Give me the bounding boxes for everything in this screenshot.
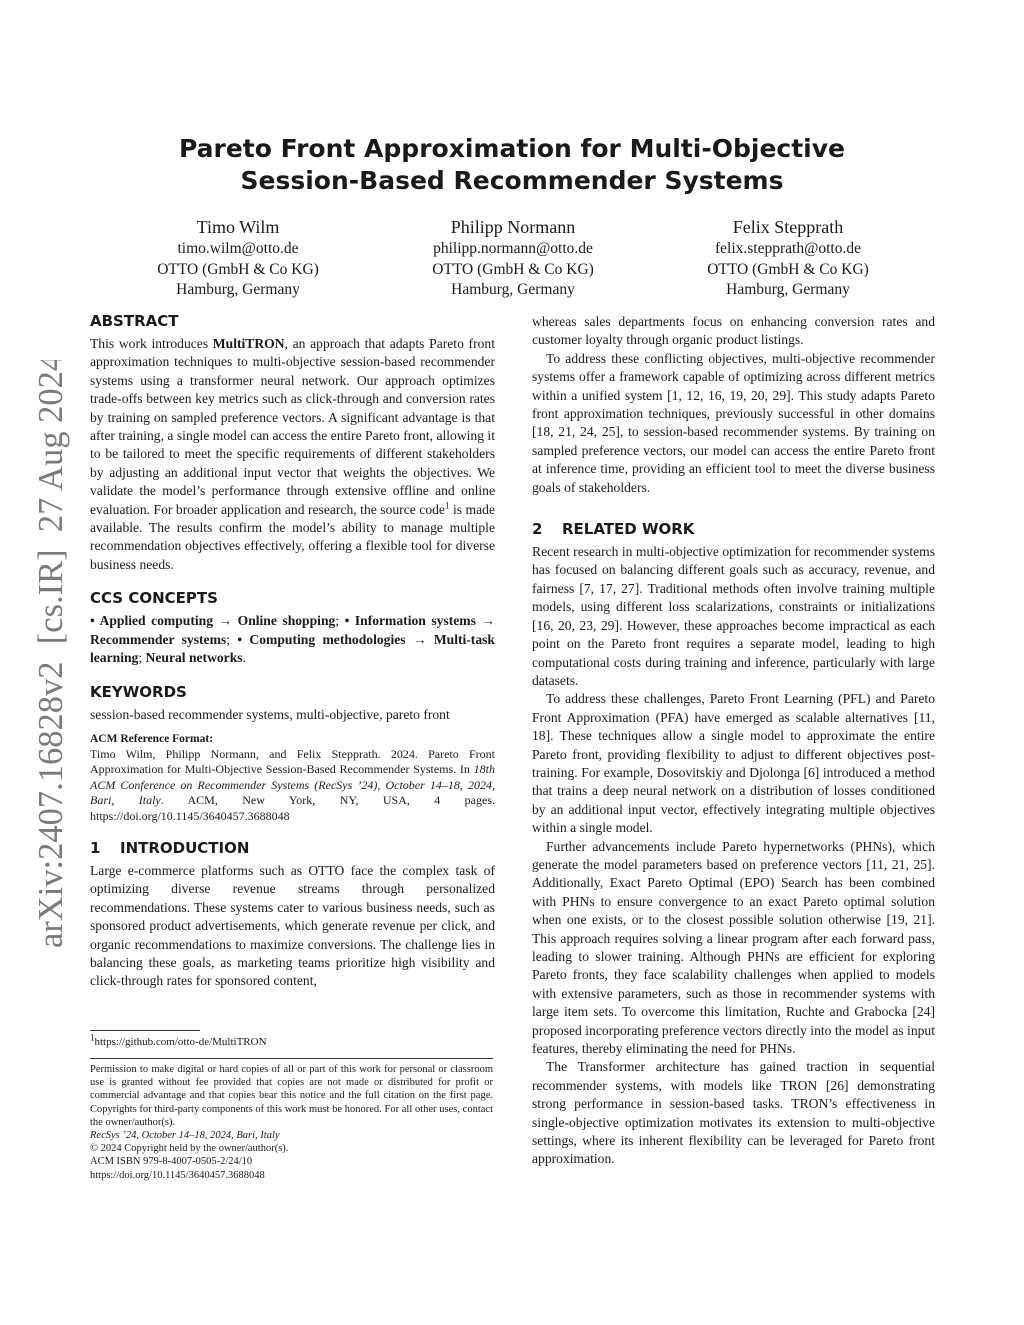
left-column [90, 311, 495, 991]
author-org: OTTO (GmbH & Co KG) [707, 260, 869, 278]
title-line-2: Session-Based Recommender Systems [240, 166, 784, 195]
keywords-heading: KEYWORDS [90, 682, 187, 701]
isbn: ACM ISBN 979-8-4007-0505-2/24/10 [90, 1156, 253, 1168]
author-email[interactable]: felix.stepprath@otto.de [715, 240, 861, 257]
ccs-heading: CCS CONCEPTS [90, 589, 218, 608]
footnote-rule [90, 1030, 200, 1031]
intro-heading: 1 INTRODUCTION [90, 838, 250, 857]
author-name: Felix Stepprath [732, 217, 844, 237]
permission-block [90, 1063, 493, 1182]
footnote: $^1$https://github.com/otto-de/MultiTRON [90, 1032, 267, 1048]
author-location: Hamburg, Germany [451, 281, 575, 298]
author-name: Timo Wilm [196, 217, 280, 237]
intro-paragraph-1-cont: whereas sales departments focus on enhancing conversion rates and customer loyalty through organic product listings. [532, 314, 935, 348]
acm-reference: Timo Wilm, Philipp Normann, and Felix Stepprath. 2024. Pareto Front Approximation for Multi-Objective Session-Based Recommender Systems. In 18th ACM Conference on Recommender Systems (RecSys ’24), October 14–18, 2024, Bari, Italy. ACM, New York, NY, USA, 4 pages. https://doi.org/10.1145/3640457.3688048 [90, 746, 496, 823]
doi-link[interactable]: https://doi.org/10.1145/3640457.3688048 [90, 1169, 265, 1181]
intro-paragraph-1: Large e-commerce platforms such as OTTO face the complex task of optimizing diverse revenue streams through personalized recommendations. These systems cater to various business needs, such as sponsored product advertisements, which generate revenue per click, and organic recommendations to maximize conversions. The challenge lies in balancing these goals, as marketing teams prioritize high visibility and click-through rates for sponsored content, [90, 862, 495, 989]
arxiv-side-identifier [14, 360, 74, 950]
paper-title [120, 133, 904, 197]
footnote-ref[interactable]: 1 [444, 500, 450, 511]
author-location: Hamburg, Germany [176, 281, 300, 298]
author-block [663, 215, 913, 301]
footnote-link[interactable]: https://github.com/otto-de/MultiTRON [94, 1036, 267, 1048]
conference-venue: RecSys ’24, October 14–18, 2024, Bari, Italy [90, 1130, 280, 1142]
permission-text: Permission to make digital or hard copies of all or part of this work for personal or classroom use is granted without fee provided that copies are not made or distributed for profit or commercial advantage and that copies bear this notice and the full citation on the first page. Copyrights for third-party components of this work must be honored. For all other uses, contact the owner/author(s). [90, 1064, 493, 1128]
acm-ref-heading: ACM Reference Format: [90, 732, 214, 745]
author-email[interactable]: philipp.normann@otto.de [433, 240, 593, 257]
author-location: Hamburg, Germany [726, 281, 850, 298]
ccs-concepts: • Applied computing → Online shopping; • Information systems → Recommender systems; • Computing methodologies → Multi-task learning; Neural networks. [90, 613, 495, 666]
arxiv-id-text: arXiv:2407.16828v2 [cs.IR] 27 Aug 2024 [32, 360, 70, 948]
related-work-heading: 2 RELATED WORK [532, 520, 695, 539]
author-block [388, 215, 638, 301]
keywords-text: session-based recommender systems, multi-objective, pareto front [90, 706, 450, 722]
related-paragraph-1: Recent research in multi-objective optimization for recommender systems has focused on balancing different goals such as accuracy, revenue, and fairness [7, 17, 27]. Traditional methods often involve training multiple models, using different loss scalarizations, constraints or initializations [16, 20, 23, 29]. However, these approaches become impractical as each point on the Pareto front requires a separate model, leading to high computational costs during training and inference, particularly with large datasets. [532, 544, 935, 688]
method-name: MultiTRON [212, 336, 285, 351]
right-column [532, 313, 935, 1169]
author-block [113, 215, 363, 301]
abstract-text: This work introduces MultiTRON, an approach that adapts Pareto front approximation techniques to multi-objective session-based recommender systems using a transformer neural network. Our approach optimizes trade-offs between key metrics such as click-through and conversion rates by training on sampled preference vectors. A significant advantage is that after training, a single model can access the entire Pareto front, allowing it to be tailored to meet the specific requirements of different stakeholders by adjusting an additional input vector that weights the objectives. We validate the model’s performance through extensive offline and online evaluation. For broader application and research, the source code$^1$ is made available. The results confirm the model’s ability to manage multiple recommendation objectives effectively, offering a flexible tool for diverse business needs. [90, 336, 495, 572]
intro-paragraph-2: To address these conflicting objectives, multi-objective recommender systems offer a framework capable of optimizing across different metrics within a unified system [1, 12, 16, 19, 20, 29]. This study adapts Pareto front approximation techniques, previously successful in other domains [18, 21, 24, 25], to session-based recommender systems. By training on sampled preference vectors, our model can access the entire Pareto front at inference time, providing an efficient tool to meet the diverse business goals of stakeholders. [532, 350, 935, 495]
copyright: © 2024 Copyright held by the owner/author(s). [90, 1143, 289, 1155]
related-paragraph-4: The Transformer architecture has gained traction in sequential recommender systems, with models like TRON [26] demonstrating strong performance in session-based tasks. TRON’s effectiveness in single-objective optimization motivates its extension to multi-objective settings, where its inherent flexibility can be leveraged for Pareto front approximation. [532, 1059, 935, 1167]
abstract-heading: ABSTRACT [90, 312, 179, 330]
author-org: OTTO (GmbH & Co KG) [432, 260, 594, 278]
author-email[interactable]: timo.wilm@otto.de [177, 240, 299, 257]
author-org: OTTO (GmbH & Co KG) [157, 260, 319, 278]
related-paragraph-3: Further advancements include Pareto hypernetworks (PHNs), which generate the model parameters based on preference vectors [11, 21, 25]. Additionally, Exact Pareto Optimal (EPO) Search has been combined with PHNs to ensure convergence to an exact Pareto optimal solution when one exists, or to the closest possible solution otherwise [19, 21]. This approach requires solving a linear program after each forward pass, leading to slower training. Although PHNs are efficient for exploring Pareto fronts, they face scalability challenges when applied to models with extensive parameters, such as those in recommender systems with large item sets. To overcome this limitation, Ruchte and Grabocka [24] proposed incorporating preference vectors directly into the model as input features, thereby eliminating the need for PHNs. [532, 838, 935, 1057]
related-paragraph-2: To address these challenges, Pareto Front Learning (PFL) and Pareto Front Approximation (PFA) have emerged as scalable alternatives [11, 18]. These techniques allow a single model to approximate the entire Pareto front, providing flexibility to adjust to different objectives post-training. For example, Dosovitskiy and Djolonga [6] introduced a method that trains a deep neural network on a distribution of losses conditioned by an additional input vector, effectively integrating multiple objectives within a single model. [532, 691, 935, 836]
permission-rule [90, 1058, 493, 1059]
author-name: Philipp Normann [450, 217, 576, 237]
title-line-1: Pareto Front Approximation for Multi-Objective [178, 134, 845, 163]
